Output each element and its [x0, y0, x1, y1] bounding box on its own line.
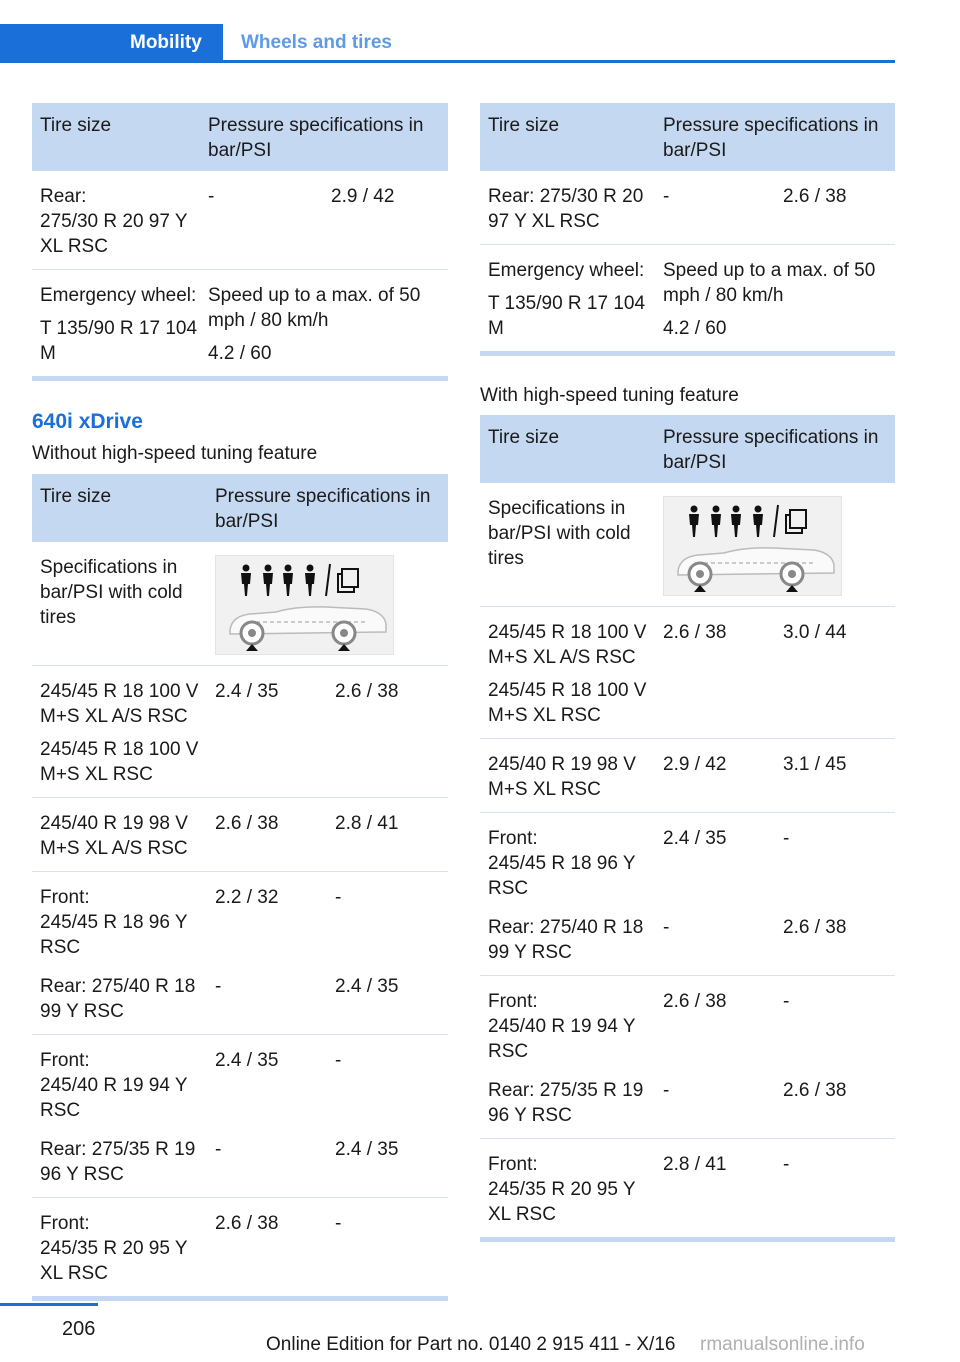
pressure-cell: 2.2 / 32 — [215, 887, 279, 908]
page-header — [0, 24, 960, 62]
pressure-cell: 2.4 / 35 — [215, 1050, 279, 1071]
pressure-cell: 2.8 / 41 — [663, 1154, 727, 1175]
tire-size-cell: Rear: 275/35 R 19 96 Y RSC — [40, 1139, 196, 1185]
table-row — [480, 483, 895, 607]
pressure-cell: 2.4 / 35 — [215, 681, 279, 702]
tire-size-cell: Rear: 275/30 R 20 97 Y XL RSC — [40, 186, 188, 257]
section-heading: 640i xDrive — [32, 410, 143, 433]
pressure-cell: 2.4 / 35 — [335, 1139, 399, 1160]
table-header — [32, 103, 448, 171]
table-bottom-rule — [480, 351, 895, 356]
table-row — [32, 542, 448, 666]
load-diagram — [215, 555, 394, 655]
tire-size-cell: T 135/90 R 17 104 M — [488, 293, 646, 339]
table-row — [32, 171, 448, 270]
table-row — [32, 1127, 448, 1198]
pressure-cell: 4.2 / 60 — [663, 318, 727, 339]
header-subsection-tab[interactable]: Wheels and tires — [241, 32, 392, 53]
footer-rule — [0, 1303, 98, 1306]
pressure-cell: 2.6 / 38 — [783, 917, 847, 938]
table-bottom-rule — [32, 1296, 448, 1301]
pressure-cell: 2.4 / 35 — [335, 976, 399, 997]
header-pressure: Pressure specifications in bar/PSI — [663, 115, 879, 161]
table-row — [32, 1198, 448, 1296]
table-header — [32, 474, 448, 542]
pressure-cell: 3.0 / 44 — [783, 622, 847, 643]
table-row — [480, 976, 895, 1068]
table-640i-high-speed — [480, 415, 895, 1242]
table-row — [480, 1068, 895, 1139]
pressure-cell: - — [663, 186, 670, 207]
tire-size-cell: Front: 245/45 R 18 96 Y RSC — [488, 828, 636, 899]
pressure-cell: - — [215, 976, 222, 997]
tire-size-cell: 245/45 R 18 100 V M+S XL RSC — [488, 680, 647, 726]
table-row — [32, 666, 448, 798]
table-caption: With high-speed tuning feature — [480, 385, 739, 406]
tire-size-cell: Rear: 275/35 R 19 96 Y RSC — [488, 1080, 644, 1126]
tire-size-cell: Front: 245/40 R 19 94 Y RSC — [488, 991, 636, 1062]
table-row — [480, 905, 895, 976]
pressure-cell: 2.6 / 38 — [783, 186, 847, 207]
tire-size-cell: Rear: 275/40 R 18 99 Y RSC — [488, 917, 644, 963]
tire-size-cell: 245/45 R 18 100 V M+S XL A/S RSC — [488, 622, 647, 668]
pressure-cell: 2.9 / 42 — [331, 186, 395, 207]
table-row — [32, 872, 448, 964]
header-pressure: Pressure specifications in bar/PSI — [208, 115, 424, 161]
pressure-cell: - — [215, 1139, 222, 1160]
table-row — [32, 1035, 448, 1127]
occupancy-load-icon — [216, 556, 395, 656]
pressure-cell: - — [783, 991, 790, 1012]
table-row — [480, 607, 895, 739]
pressure-cell: 3.1 / 45 — [783, 754, 847, 775]
tire-size-cell: 245/40 R 19 98 V M+S XL RSC — [488, 754, 636, 800]
pressure-cell: - — [663, 1080, 670, 1101]
header-tire-size: Tire size — [40, 486, 112, 507]
table-row — [480, 171, 895, 245]
pressure-cell: 2.9 / 42 — [663, 754, 727, 775]
pressure-cell: 2.4 / 35 — [663, 828, 727, 849]
table-bottom-rule — [480, 1237, 895, 1242]
table-640i-standard — [32, 474, 448, 1301]
spec-label: Specifications in bar/PSI with cold tires — [40, 557, 183, 628]
pressure-cell: 2.6 / 38 — [663, 622, 727, 643]
table-row — [32, 964, 448, 1035]
tire-size-cell: 245/45 R 18 100 V M+S XL A/S RSC — [40, 681, 199, 727]
pressure-cell: - — [208, 186, 215, 207]
pressure-cell: - — [783, 1154, 790, 1175]
load-diagram — [663, 496, 842, 596]
pressure-cell: 2.6 / 38 — [335, 681, 399, 702]
header-pressure: Pressure specifications in bar/PSI — [663, 427, 879, 473]
tire-size-cell: Emergency wheel: — [40, 285, 197, 306]
speed-limit-note: Speed up to a max. of 50 mph / 80 km/h — [208, 285, 421, 331]
pressure-cell: - — [335, 1213, 342, 1234]
pressure-cell: 2.6 / 38 — [663, 991, 727, 1012]
right-top-table — [480, 103, 895, 356]
tire-size-cell: 245/45 R 18 100 V M+S XL RSC — [40, 739, 199, 785]
table-caption: Without high-speed tuning feature — [32, 443, 318, 464]
header-pressure: Pressure specifications in bar/PSI — [215, 486, 431, 532]
pressure-cell: 2.6 / 38 — [783, 1080, 847, 1101]
tire-size-cell: Front: 245/35 R 20 95 Y XL RSC — [488, 1154, 636, 1225]
header-rule — [0, 60, 895, 63]
tire-size-cell: Front: 245/35 R 20 95 Y XL RSC — [40, 1213, 188, 1284]
spec-label: Specifications in bar/PSI with cold tires — [488, 498, 631, 569]
table-row — [32, 270, 448, 376]
table-header — [480, 415, 895, 483]
table-row — [480, 813, 895, 905]
tire-size-cell: Front: 245/45 R 18 96 Y RSC — [40, 887, 188, 958]
table-header — [480, 103, 895, 171]
pressure-cell: - — [335, 1050, 342, 1071]
tire-size-cell: T 135/90 R 17 104 M — [40, 318, 198, 364]
edition-note: Online Edition for Part no. 0140 2 915 411 - X/16 — [266, 1334, 676, 1355]
table-row — [480, 739, 895, 813]
pressure-cell: 2.6 / 38 — [215, 1213, 279, 1234]
tire-size-cell: 245/40 R 19 98 V M+S XL A/S RSC — [40, 813, 188, 859]
pressure-cell: 2.8 / 41 — [335, 813, 399, 834]
left-top-table — [32, 103, 448, 381]
pressure-cell: - — [335, 887, 342, 908]
header-tire-size: Tire size — [488, 115, 560, 136]
speed-limit-note: Speed up to a max. of 50 mph / 80 km/h — [663, 260, 876, 306]
table-row — [480, 245, 895, 351]
tire-size-cell: Rear: 275/30 R 20 97 Y XL RSC — [488, 186, 644, 232]
table-bottom-rule — [32, 376, 448, 381]
header-tire-size: Tire size — [40, 115, 112, 136]
table-row — [32, 798, 448, 872]
header-tire-size: Tire size — [488, 427, 560, 448]
tire-size-cell: Emergency wheel: — [488, 260, 645, 281]
tire-size-cell: Rear: 275/40 R 18 99 Y RSC — [40, 976, 196, 1022]
pressure-cell: 2.6 / 38 — [215, 813, 279, 834]
table-row — [480, 1139, 895, 1237]
tire-size-cell: Front: 245/40 R 19 94 Y RSC — [40, 1050, 188, 1121]
pressure-cell: - — [663, 917, 670, 938]
watermark: rmanualsonline.info — [700, 1334, 865, 1355]
pressure-cell: - — [783, 828, 790, 849]
header-section-tab[interactable]: Mobility — [0, 24, 223, 60]
occupancy-load-icon — [664, 497, 843, 597]
page-number: 206 — [62, 1318, 96, 1340]
pressure-cell: 4.2 / 60 — [208, 343, 272, 364]
